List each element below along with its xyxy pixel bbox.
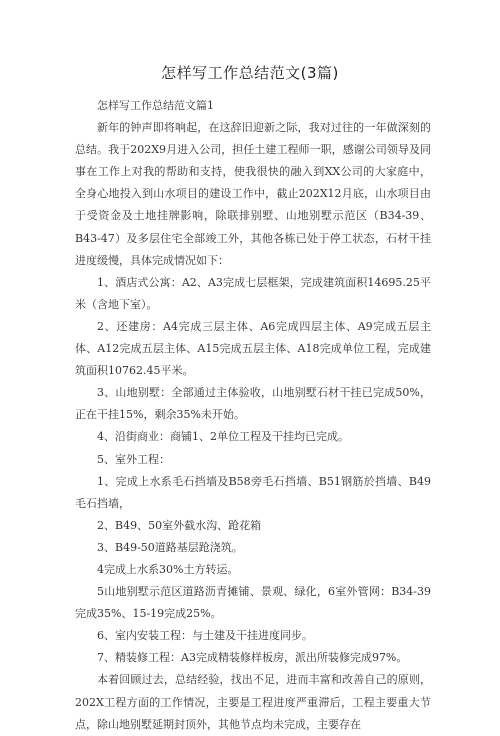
- paragraph: 4、沿街商业：商铺1、2单位工程及干挂均已完成。: [97, 430, 349, 444]
- paragraph: 2、还建房：A4完成三层主体、A6完成四层主体、A9完成五层主体、A12完成五层主体、A15完成五层主体、A18完成单位工程，完成建筑面积10762.45平米。: [75, 319, 431, 378]
- paragraph: 3、B49-50道路基层跄浇筑。: [97, 540, 243, 554]
- paragraph: 1、完成上水系毛石挡墙及B58旁毛石挡墙、B51钢筋於挡墙、B49毛石挡墙，: [75, 474, 431, 510]
- paragraph: 3、山地别墅：全部通过主体验收，山地别墅石材干挂已完成50%，正在干挂15%，剩余35%未开始。: [75, 386, 431, 422]
- document-body: [75, 95, 431, 736]
- paragraph: 6、室内安装工程：与土建及干挂进度同步。: [97, 629, 313, 643]
- paragraph: 5、室外工程：: [97, 452, 170, 466]
- paragraph: 1、酒店式公寓：A2、A3完成七层框架，完成建筑面积14695.25平米（含地下室）。: [75, 275, 431, 311]
- paragraph: 新年的钟声即将响起，在这辞旧迎新之际，我对过往的一年做深刻的总结。我于202X9月进入公司，担任土建工程师一职，感谢公司领导及同事在工作上对我的帮助和支持，使我很快的融入到XX公司的大家庭中，全身心地投入到山水项目的建设工作中，截止202X12月底，山水项目由于受资金及土地挂牌影响，除联排别墅、山地别墅示范区（B34-39、B43-47）及多层住宅全部竣工外，其他各栋已处于停工状态，石材干挂进度缓慢，具体完成情况如下：: [75, 121, 431, 267]
- paragraph: 7、精装修工程：A3完成精装修样板房，派出所装修完成97%。: [97, 651, 408, 665]
- document-title: 怎样写工作总结范文(3篇): [161, 64, 339, 82]
- paragraph: 本着回顾过去，总结经验，找出不足，进而丰富和改善自己的原则，202X工程方面的工作情况，主要是工程进度严重滞后，工程主要重大节点，除山地别墅延期封顶外，其他节点均未完成，主要存在: [75, 673, 431, 731]
- section-heading: 怎样写工作总结范文篇1: [97, 99, 214, 112]
- paragraph: 4完成上水系30%土方转运。: [97, 562, 239, 576]
- paragraph: 5山地别墅示范区道路沥青摊铺、景观、绿化，6室外管网：B34-39完成35%、15-19完成25%。: [75, 585, 431, 621]
- paragraph: 2、B49、50室外截水沟、跄花箱: [97, 518, 262, 532]
